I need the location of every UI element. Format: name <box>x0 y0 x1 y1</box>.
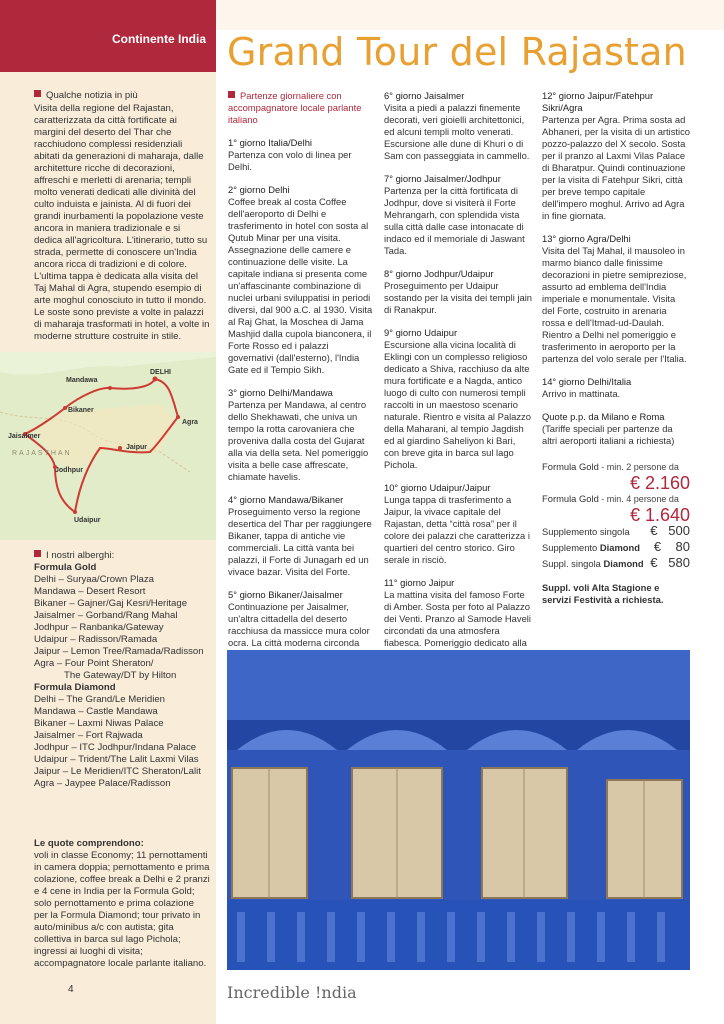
day-heading: 4° giorno Mandawa/Bikaner <box>228 494 344 505</box>
day-heading: 5° giorno Bikaner/Jaisalmer <box>228 589 343 600</box>
price-label <box>542 493 690 505</box>
price-label-main: Supplemento singola <box>542 526 630 537</box>
gold-heading: Formula Gold <box>34 562 97 573</box>
day-heading: 3° giorno Delhi/Mandawa <box>228 387 333 398</box>
day-text: Partenza con volo di linea per Delhi. <box>228 149 352 172</box>
price-value: € 500 <box>650 523 690 538</box>
day-entry <box>228 184 375 376</box>
day-text: Lunga tappa di trasferimento a Jaipur, la vivace capitale del Rajastan, detta “città rosa” per il colore dei palazzi che caratterizza i quartieri del centro storico. Giro serale in risciò. <box>384 494 530 565</box>
map-label-jaisalmer: Jaisalmer <box>8 433 41 440</box>
price-row <box>542 461 690 493</box>
day-text: Visita del Taj Mahal, il mausoleo in marmo bianco dalle finissime decorazioni in pietre semipreziose, assurto ad emblema dell'India imperiale e monumentale. Visita del Forte, costruito in arenaria rossa e dell'Itmad-ud-Daulah. Rientro a Delhi nel pomeriggio e trasferimento in aeroporto per la partenza del volo serale per l'Italia. <box>542 245 687 364</box>
price-list <box>542 461 690 570</box>
day-entry <box>384 173 532 257</box>
price-value: € 2.160 <box>629 473 690 493</box>
day-entry <box>542 90 690 222</box>
day-heading: 1° giorno Italia/Delhi <box>228 137 313 148</box>
city-dot-udaipur <box>73 510 77 514</box>
hotel-item: Delhi – Suryaa/Crown Plaza <box>34 574 154 585</box>
price-value: € 1.640 <box>629 505 690 525</box>
intro-heading: Qualche notizia in più <box>46 90 138 101</box>
gold-hotel-list <box>34 574 210 682</box>
photo-balcony <box>227 900 690 970</box>
price-label <box>542 542 640 554</box>
col2-days <box>384 90 532 685</box>
diamond-heading: Formula Diamond <box>34 682 116 693</box>
bullet-icon <box>34 90 41 97</box>
col3-days <box>542 90 690 400</box>
hotel-item: Jaisalmer – Gorband/Rang Mahal <box>34 610 178 621</box>
photo-top-wall <box>227 650 690 720</box>
day-heading: 14° giorno Delhi/Italia <box>542 376 632 387</box>
hotel-item: Agra – Jaypee Palace/Radisson <box>34 778 171 789</box>
day-text: Arrivo in mattinata. <box>542 388 621 399</box>
day-entry <box>384 268 532 316</box>
day-entry <box>384 327 532 471</box>
day-text: Partenza per Agra. Prima sosta ad Abhaneri, per la visita di un artistico pozzo-palazzo del X secolo. Sosta per il pranzo al Laxmi Vilas Palace di Bharatpur. Quindi continuazione per la visita di Fatehpur Sikri, città per breve tempo capitale dell'impero moghul. Arrivo ad Agra in fine giornata. <box>542 114 690 221</box>
hotel-item: The Gateway/DT by Hilton <box>64 670 177 681</box>
day-text: Partenza per Mandawa, al centro dello Shekhawati, che univa un tempo la rotta carovaniera che proveniva dalla costa del Gujarat alla via della seta. Nel pomeriggio visita a belle case affrescate, chiamate havelis. <box>228 399 369 482</box>
price-value: € 580 <box>650 555 690 570</box>
city-dot-bikaner <box>63 406 67 410</box>
top-strip <box>216 0 724 30</box>
city-dot-agra <box>176 415 180 419</box>
photo-balustrade <box>237 912 665 962</box>
page-title: Grand Tour del Rajastan <box>227 30 687 74</box>
intro-box <box>34 90 210 343</box>
day-heading: 2° giorno Delhi <box>228 184 290 195</box>
hotel-item: Mandawa – Desert Resort <box>34 586 146 597</box>
day-text: Visita a piedi a palazzi finemente decorati, veri gioielli architettonici, ed alcuni templi molto venerati. Escursione alle dune di Khuri o di Sam con passeggiata in cammello. <box>384 102 530 161</box>
price-row <box>542 525 690 538</box>
diamond-hotel-list <box>34 694 210 790</box>
city-dot-jaipur <box>118 446 122 450</box>
intro-text: Visita della regione del Rajastan, caratterizzata da città fortificate ai margini del deserto del Thar che racchiudono complessi residenziali abitati da generazioni di maharaja, dalle architetture ricche di decorazioni, affreschi e merletti di arenaria; templi molto venerati dedicati alle divinità del culto induista e jainista. Al di fuori dei grandi inurbamenti la popolazione veste ancora in maniera tradizionale e si dedica all'agricoltura. L'itinerario, tutto su strada, permette di conoscere un'India ancora ricca di tradizioni e di colore. L'ultima tappa è dedicata alla visita del Taj Mahal di Agra, stupendo esempio di arte moghul conosciuto in tutto il mondo. Le soste sono previste a volte in palazzi di maharaja trasformati in hotel, a volte in moderne strutture costruite in stile. <box>34 103 210 342</box>
map-label-jaipur: Jaipur <box>126 444 148 451</box>
map-label-delhi: DELHI <box>150 369 171 376</box>
hotel-item: Jaipur – Lemon Tree/Ramada/Radisson <box>34 646 204 657</box>
day-entry <box>228 137 375 173</box>
hotel-item: Jaipur – Le Meridien/ITC Sheraton/Lalit <box>34 766 201 777</box>
day-text: Proseguimento verso la regione desertica del Thar per raggiungere Bikaner, tappa di antiche vie commerciali. La città vanta bei palazzi, il Forte di Junagarh ed un vivace bazar. Visita del Forte. <box>228 506 372 577</box>
price-label-sub: - min. 4 persone da <box>598 494 679 504</box>
price-value: € 80 <box>653 539 690 554</box>
quote-heading: Quote p.p. da Milano e Roma <box>542 411 665 422</box>
hotel-item: Delhi – The Grand/Le Meridien <box>34 694 166 705</box>
day-text: Proseguimento per Udaipur sostando per la visita dei templi jain di Ranakpur. <box>384 280 532 315</box>
price-label-main: Suppl. singola <box>542 558 604 569</box>
price-row <box>542 557 690 570</box>
hotel-item: Agra – Four Point Sheraton/ <box>34 658 154 669</box>
day-entry <box>384 90 532 162</box>
price-label-sub: Diamond <box>603 558 644 569</box>
city-dot-delhi <box>153 377 158 382</box>
section-label: Continente India <box>112 32 206 46</box>
col1-days <box>228 137 375 697</box>
price-label-main: Formula Gold <box>542 493 599 504</box>
map-label-bikaner: Bikaner <box>68 407 94 414</box>
day-entry <box>542 233 690 365</box>
price-label-sub: - min. 2 persone da <box>598 462 679 472</box>
day-heading: 6° giorno Jaisalmer <box>384 90 465 101</box>
price-label-main: Supplemento <box>542 542 600 553</box>
day-heading: 7° giorno Jaisalmer/Jodhpur <box>384 173 501 184</box>
day-heading: 11° giorno Jaipur <box>384 577 455 588</box>
bullet-icon <box>228 91 235 98</box>
hotel-item: Jodhpur – ITC Jodhpur/Indana Palace <box>34 742 197 753</box>
price-label-sub: Diamond <box>599 542 640 553</box>
hotel-item: Mandawa – Castle Mandawa <box>34 706 158 717</box>
day-heading: 8° giorno Jodhpur/Udaipur <box>384 268 494 279</box>
hotel-item: Bikaner – Gajner/Gaj Kesri/Heritage <box>34 598 188 609</box>
price-label <box>542 526 630 538</box>
price-label <box>542 461 690 473</box>
route-map <box>0 352 216 540</box>
itinerary-column-3 <box>542 90 690 617</box>
hotels-heading: I nostri alberghi: <box>46 550 115 561</box>
day-entry <box>542 376 690 400</box>
city-dot-mandawa <box>108 386 112 390</box>
day-entry <box>228 494 375 578</box>
includes-text: voli in classe Economy; 11 pernottamenti in camera doppia; pernottamento e prima colazione, coffee break a Delhi e 2 pranzi e 4 cene in India per la Formula Gold; solo pernottamento e prima colazione per la Formula Diamond; tour privato in auto/minibus a/c con autista; gita collettiva in barca sul lago Pichola; ingressi ai luoghi di visita; accompagnatore locale parlante italiano. <box>34 850 210 969</box>
day-text: Escursione alla vicina località di Eklingi con un complesso religioso dedicato a Shiva, racchiuso da alte mura fortificate e a Nagda, antico luogo di culto con numerosi templi raccolti in un maestoso scenario naturale. Rientro e visita al Palazzo della Maharani, al tempio Jagdish ed al giardino Saheliyon ki Bari, con breve gita in barca sul lago Pichola. <box>384 339 531 470</box>
price-label <box>542 558 644 570</box>
hotels-box <box>34 550 210 790</box>
itinerary-column-1 <box>228 90 375 708</box>
day-text: Partenza per la città fortificata di Jodhpur, dove si visiterà il Forte Mehrangarh, con splendida vista sulla città dalle case intonacate di indaco ed il memoriale di Jaswant Tada. <box>384 185 525 256</box>
day-entry <box>384 482 532 566</box>
day-text: Coffee break al costa Coffee dell'aeroporto di Delhi e trasferimento in hotel con sosta al Qutub Minar per una visita. Assegnazione delle camere e continuazione delle visite. La capitale indiana si presenta come un'affascinante combinazione di nuclei urbani sviluppatisi in periodi diversi, dal 900 a.C. al 1930. Visita al Raj Ghat, la Moschea di Jama Mashjid dalla cupola bianconera, il Forte Rosso ed i palazzi governativi (dall'esterno), l'India Gate ed il Tempio Sikh. <box>228 196 373 375</box>
includes-heading: Le quote comprendono: <box>34 838 144 849</box>
map-label-region: RAJASTHAN <box>12 450 72 457</box>
price-row <box>542 493 690 525</box>
bullet-icon <box>34 550 41 557</box>
includes-box <box>34 838 210 970</box>
day-entry <box>228 387 375 483</box>
day-text: Continuazione per Jaisalmer, un'altra cittadella del deserto racchiusa da massicce mura color ocra. La città moderna circonda <box>228 601 370 648</box>
hotel-item: Udaipur – Trident/The Lalit Laxmi Vilas <box>34 754 199 765</box>
incredible-india-logo: Incredible !ndia <box>227 983 357 1002</box>
map-label-udaipur: Udaipur <box>74 517 101 524</box>
hotel-item: Jaisalmer – Fort Rajwada <box>34 730 143 741</box>
hotel-item: Jodhpur – Ranbanka/Gateway <box>34 622 164 633</box>
day-heading: 9° giorno Udaipur <box>384 327 458 338</box>
day-heading: 13° giorno Agra/Delhi <box>542 233 631 244</box>
price-row <box>542 541 690 554</box>
blue-facade-photo <box>227 650 690 970</box>
page-number: 4 <box>68 984 74 995</box>
price-label-main: Formula Gold <box>542 461 599 472</box>
day-heading: 12° giorno Jaipur/Fatehpur Sikri/Agra <box>542 90 654 113</box>
day-text: La mattina visita del famoso Forte di Amber. Sosta per foto al Palazzo dei Venti. Pranzo al Samode Haveli circondati da una atmosfera fiabesca. Pomeriggio dedicato alla <box>384 589 531 648</box>
map-label-agra: Agra <box>182 419 198 426</box>
day-heading: 10° giorno Udaipur/Jaipur <box>384 482 491 493</box>
extra-note: Suppl. voli Alta Stagione e servizi Festività a richiesta. <box>542 582 664 605</box>
hotel-item: Bikaner – Laxmi Niwas Palace <box>34 718 164 729</box>
map-label-mandawa: Mandawa <box>66 377 98 384</box>
map-label-jodhpur: Jodhpur <box>55 467 83 474</box>
itinerary-column-2 <box>384 90 532 696</box>
departures-note: Partenze giornaliere con accompagnatore locale parlante italiano <box>228 90 362 125</box>
quote-note: (Tariffe speciali per partenze da altri aeroporti italiani a richiesta) <box>542 423 675 446</box>
hotel-item: Udaipur – Radisson/Ramada <box>34 634 158 645</box>
